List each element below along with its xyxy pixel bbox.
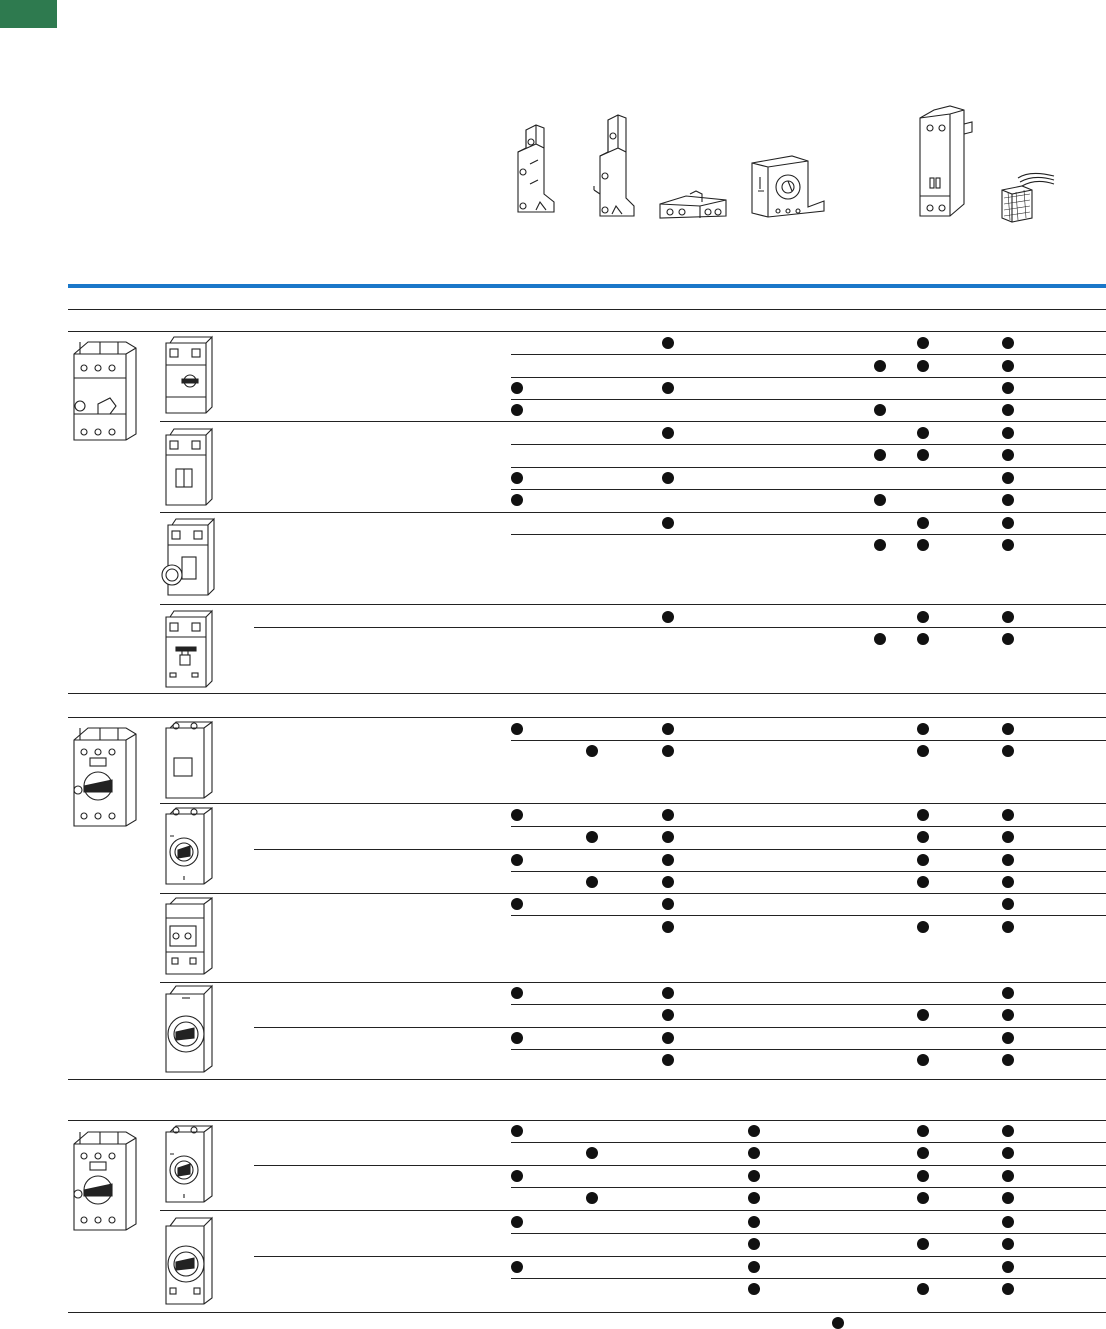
compatibility-dot bbox=[748, 1283, 760, 1295]
compatibility-dot bbox=[917, 1009, 929, 1021]
compatibility-dot bbox=[1002, 539, 1014, 551]
shunt-release-module-icon bbox=[916, 104, 974, 220]
compatibility-dot bbox=[917, 633, 929, 645]
compatibility-dot bbox=[662, 809, 674, 821]
compatibility-dot bbox=[917, 611, 929, 623]
row-divider bbox=[160, 803, 1106, 804]
compatibility-dot bbox=[662, 427, 674, 439]
compatibility-dot bbox=[662, 876, 674, 888]
compatibility-dot bbox=[1002, 1054, 1014, 1066]
compatibility-dot bbox=[917, 517, 929, 529]
compatibility-dot bbox=[1002, 517, 1014, 529]
row-divider bbox=[254, 1027, 1106, 1028]
compatibility-dot bbox=[662, 1009, 674, 1021]
compatibility-dot bbox=[917, 1238, 929, 1250]
compatibility-dot bbox=[1002, 898, 1014, 910]
row-divider bbox=[511, 444, 1106, 445]
compatibility-dot bbox=[917, 831, 929, 843]
compatibility-dot bbox=[1002, 1009, 1014, 1021]
compatibility-dot bbox=[1002, 427, 1014, 439]
compatibility-dot bbox=[1002, 1125, 1014, 1137]
lockable-enclosure-icon bbox=[162, 609, 218, 691]
compatibility-dot bbox=[1002, 745, 1014, 757]
compatibility-dot bbox=[662, 854, 674, 866]
row-divider bbox=[511, 467, 1106, 468]
compatibility-dot bbox=[917, 1125, 929, 1137]
auxiliary-contact-module-icon bbox=[510, 124, 556, 216]
compatibility-dot bbox=[917, 1192, 929, 1204]
compatibility-dot bbox=[874, 494, 886, 506]
front-auxiliary-contact-icon bbox=[656, 190, 730, 222]
rotary-handle-enclosure-icon bbox=[162, 806, 218, 888]
compatibility-dot bbox=[662, 898, 674, 910]
compatibility-dot bbox=[917, 809, 929, 821]
compatibility-dot bbox=[511, 1216, 523, 1228]
row-divider bbox=[160, 982, 1106, 983]
row-divider bbox=[511, 1187, 1106, 1188]
compatibility-dot bbox=[1002, 809, 1014, 821]
row-divider bbox=[511, 871, 1106, 872]
row-divider bbox=[511, 489, 1106, 490]
emergency-stop-enclosure-icon bbox=[160, 517, 220, 599]
compatibility-dot bbox=[586, 745, 598, 757]
compatibility-dot bbox=[662, 382, 674, 394]
row-divider bbox=[254, 1256, 1106, 1257]
row-divider bbox=[511, 399, 1106, 400]
row-divider bbox=[511, 534, 1106, 535]
compatibility-dot bbox=[1002, 1032, 1014, 1044]
compatibility-dot bbox=[662, 611, 674, 623]
compatibility-dot bbox=[511, 382, 523, 394]
row-divider bbox=[511, 354, 1106, 355]
table-rule bbox=[68, 1312, 1106, 1313]
trip-indicating-auxiliary-contact-icon bbox=[590, 114, 636, 220]
motor-protective-circuit-breaker-rotary-large-icon bbox=[70, 1124, 142, 1234]
row-divider bbox=[160, 893, 1106, 894]
compatibility-dot bbox=[662, 472, 674, 484]
compatibility-dot bbox=[748, 1147, 760, 1159]
door-handle-enclosure-large-icon bbox=[162, 1216, 218, 1308]
rotary-handle-enclosure-large-icon bbox=[162, 1124, 218, 1206]
compatibility-dot bbox=[748, 1238, 760, 1250]
indicator-light-icon bbox=[1000, 166, 1056, 222]
row-divider bbox=[511, 1278, 1106, 1279]
compatibility-dot bbox=[511, 809, 523, 821]
flush-enclosure-icon bbox=[162, 427, 218, 509]
blank-enclosure-icon bbox=[162, 720, 218, 802]
compatibility-dot bbox=[1002, 1216, 1014, 1228]
compatibility-dot bbox=[662, 921, 674, 933]
compatibility-dot bbox=[874, 404, 886, 416]
row-divider bbox=[511, 826, 1106, 827]
compatibility-dot bbox=[917, 854, 929, 866]
compatibility-dot bbox=[1002, 854, 1014, 866]
compatibility-dot bbox=[917, 539, 929, 551]
compatibility-dot bbox=[1002, 382, 1014, 394]
row-divider bbox=[511, 1142, 1106, 1143]
compatibility-dot bbox=[1002, 449, 1014, 461]
compatibility-dot bbox=[1002, 876, 1014, 888]
compatibility-dot bbox=[586, 876, 598, 888]
row-divider bbox=[511, 1233, 1106, 1234]
section-tab bbox=[0, 0, 57, 28]
compatibility-dot bbox=[748, 1170, 760, 1182]
compatibility-dot bbox=[1002, 1170, 1014, 1182]
compatibility-dot bbox=[662, 1032, 674, 1044]
compatibility-dot bbox=[586, 1147, 598, 1159]
compatibility-dot bbox=[1002, 921, 1014, 933]
table-rule bbox=[68, 309, 1106, 310]
compatibility-dot bbox=[662, 517, 674, 529]
compatibility-dot bbox=[511, 1032, 523, 1044]
table-rule bbox=[68, 717, 1106, 718]
row-divider bbox=[511, 915, 1106, 916]
compatibility-dot bbox=[917, 1054, 929, 1066]
table-rule bbox=[68, 1079, 1106, 1080]
surface-enclosure-icon bbox=[162, 335, 218, 417]
compatibility-dot bbox=[917, 1283, 929, 1295]
compatibility-dot bbox=[511, 1261, 523, 1273]
compatibility-dot bbox=[748, 1216, 760, 1228]
row-divider bbox=[511, 377, 1106, 378]
door-handle-enclosure-icon bbox=[162, 984, 218, 1076]
compatibility-dot bbox=[917, 745, 929, 757]
compatibility-dot bbox=[874, 449, 886, 461]
row-divider bbox=[254, 627, 1106, 628]
compatibility-dot bbox=[917, 427, 929, 439]
compatibility-dot bbox=[917, 337, 929, 349]
compatibility-dot bbox=[874, 633, 886, 645]
compatibility-dot bbox=[832, 1317, 844, 1329]
compatibility-dot bbox=[1002, 337, 1014, 349]
compatibility-dot bbox=[1002, 1192, 1014, 1204]
compatibility-dot bbox=[917, 921, 929, 933]
compatibility-dot bbox=[511, 854, 523, 866]
door-coupling-handle-adapter-icon bbox=[748, 155, 828, 221]
compatibility-dot bbox=[662, 723, 674, 735]
compatibility-dot bbox=[511, 987, 523, 999]
compatibility-dot bbox=[917, 449, 929, 461]
compatibility-dot bbox=[511, 898, 523, 910]
panel-mount-enclosure-icon bbox=[162, 896, 218, 978]
table-rule bbox=[68, 693, 1106, 694]
compatibility-dot bbox=[1002, 831, 1014, 843]
row-divider bbox=[160, 512, 1106, 513]
compatibility-dot bbox=[874, 360, 886, 372]
compatibility-dot bbox=[662, 831, 674, 843]
compatibility-dot bbox=[662, 987, 674, 999]
compatibility-dot bbox=[511, 494, 523, 506]
compatibility-dot bbox=[1002, 404, 1014, 416]
row-divider bbox=[254, 1165, 1106, 1166]
compatibility-dot bbox=[748, 1125, 760, 1137]
compatibility-dot bbox=[917, 360, 929, 372]
row-divider bbox=[160, 1210, 1106, 1211]
compatibility-dot bbox=[511, 723, 523, 735]
compatibility-dot bbox=[1002, 494, 1014, 506]
compatibility-dot bbox=[917, 723, 929, 735]
compatibility-dot bbox=[511, 1170, 523, 1182]
compatibility-dot bbox=[1002, 723, 1014, 735]
motor-protective-circuit-breaker-rotary-icon bbox=[70, 720, 142, 830]
compatibility-dot bbox=[1002, 1238, 1014, 1250]
compatibility-dot bbox=[1002, 987, 1014, 999]
compatibility-dot bbox=[586, 1192, 598, 1204]
compatibility-dot bbox=[586, 831, 598, 843]
compatibility-dot bbox=[511, 472, 523, 484]
compatibility-dot bbox=[511, 404, 523, 416]
compatibility-dot bbox=[1002, 611, 1014, 623]
row-divider bbox=[254, 849, 1106, 850]
row-divider bbox=[160, 604, 1106, 605]
compatibility-dot bbox=[662, 745, 674, 757]
compatibility-dot bbox=[917, 1170, 929, 1182]
row-divider bbox=[511, 1049, 1106, 1050]
compatibility-dot bbox=[1002, 360, 1014, 372]
table-rule bbox=[68, 331, 1106, 332]
header-rule bbox=[68, 284, 1106, 288]
compatibility-dot bbox=[1002, 1283, 1014, 1295]
table-rule bbox=[68, 1120, 1106, 1121]
row-divider bbox=[511, 1004, 1106, 1005]
row-divider bbox=[160, 421, 1106, 422]
compatibility-dot bbox=[917, 1147, 929, 1159]
compatibility-dot bbox=[662, 337, 674, 349]
compatibility-dot bbox=[1002, 1147, 1014, 1159]
compatibility-dot bbox=[748, 1192, 760, 1204]
compatibility-dot bbox=[511, 1125, 523, 1137]
compatibility-dot bbox=[748, 1261, 760, 1273]
row-divider bbox=[511, 740, 1106, 741]
compatibility-dot bbox=[874, 539, 886, 551]
compatibility-dot bbox=[1002, 633, 1014, 645]
compatibility-dot bbox=[662, 1054, 674, 1066]
motor-protective-circuit-breaker-pushbutton-icon bbox=[70, 334, 142, 444]
compatibility-dot bbox=[917, 876, 929, 888]
compatibility-dot bbox=[1002, 472, 1014, 484]
compatibility-dot bbox=[1002, 1261, 1014, 1273]
